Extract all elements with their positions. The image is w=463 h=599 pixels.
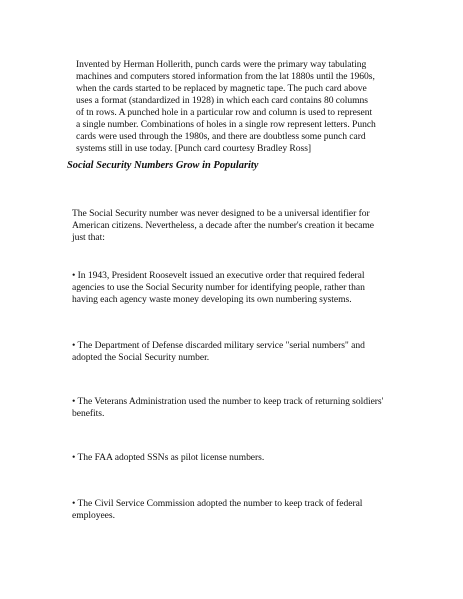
intro-paragraph: The Social Security number was never designed to be a universal identifier for American citizens. Nevertheless, a decade after the number's creation it became just that: — [72, 208, 374, 243]
bullet-item: • The Civil Service Commission adopted the number to keep track of federal employees. — [72, 498, 363, 521]
bullet-item: • The Department of Defense discarded military service "serial numbers" and adopted the Social Security number. — [72, 340, 365, 363]
bullet-item: • The FAA adopted SSNs as pilot license numbers. — [72, 452, 265, 463]
bullet-item: • The Veterans Administration used the number to keep track of returning soldiers' benefits. — [72, 396, 384, 419]
punch-card-caption: Invented by Herman Hollerith, punch cards were the primary way tabulating machines and computers stored information from the lat 1880s until the 1960s, when the cards started to be replaced by magnetic tape. The puch card above uses a format (standardized in 1928) in which each card contains 80 columns of tn rows. A punched hole in a particular row and column is used to represent a single number. Combinations of holes in a single row represent letters. Punch cards were used through the 1980s, and there are doubtless some punch card systems still in use today. [Punch card courtesy Bradley Ross] — [76, 59, 376, 154]
section-heading: Social Security Numbers Grow in Popularity — [67, 160, 259, 171]
bullet-item: • In 1943, President Roosevelt issued an executive order that required federal agencies to use the Social Security number for identifying people, rather than having each agency waste money developing its own numbering systems. — [72, 270, 365, 305]
